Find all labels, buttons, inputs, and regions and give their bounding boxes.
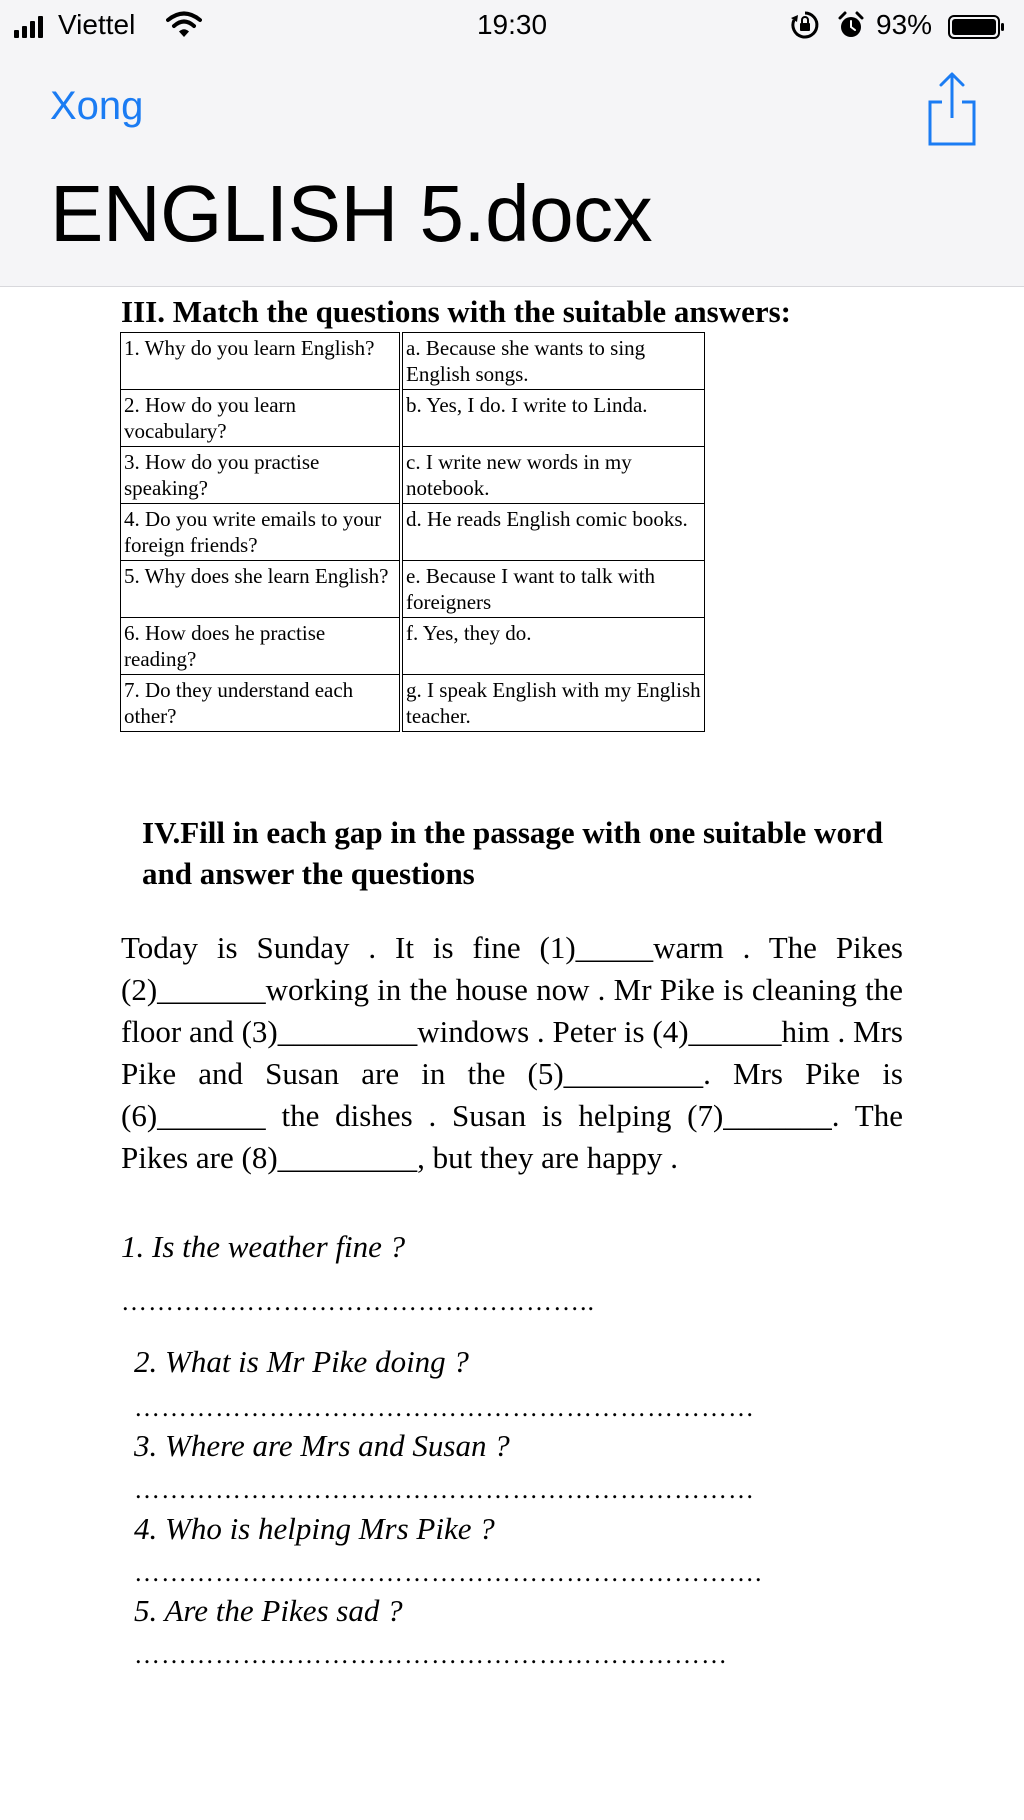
- done-button[interactable]: Xong: [50, 84, 144, 128]
- question-cell: 3. How do you practise speaking?: [121, 447, 402, 504]
- question-cell: 4. Do you write emails to your foreign friends?: [121, 504, 402, 561]
- answer-cell: e. Because I want to talk with foreigners: [401, 561, 704, 618]
- table-row: [121, 561, 705, 618]
- answer-cell: b. Yes, I do. I write to Linda.: [401, 390, 704, 447]
- passage-text: [121, 927, 903, 1179]
- question-1: 1. Is the weather fine ?: [121, 1229, 406, 1264]
- document-body[interactable]: [0, 287, 1024, 1820]
- question-cell: 6. How does he practise reading?: [121, 618, 402, 675]
- answer-cell: d. He reads English comic books.: [401, 504, 704, 561]
- question-2: 2. What is Mr Pike doing ?: [134, 1344, 469, 1379]
- battery-percent: 93%: [876, 9, 933, 40]
- answer-cell: a. Because she wants to sing English songs.: [401, 333, 704, 390]
- section-3-heading: III. Match the questions with the suitable answers:: [121, 294, 791, 329]
- question-cell: 2. How do you learn vocabulary?: [121, 390, 402, 447]
- orientation-lock-icon: [790, 10, 820, 44]
- answer-line-1: ……………………………………………..: [121, 1287, 595, 1316]
- table-row: [121, 675, 705, 732]
- question-cell: 1. Why do you learn English?: [121, 333, 402, 390]
- answer-cell: c. I write new words in my notebook.: [401, 447, 704, 504]
- carrier-name: Viettel: [58, 9, 136, 40]
- answer-line-4: …………………………………………………………….: [134, 1558, 763, 1587]
- document-header: [0, 50, 1024, 287]
- answer-line-3: ……………………………………………………………: [134, 1475, 755, 1504]
- question-cell: 5. Why does she learn English?: [121, 561, 402, 618]
- matching-table: [120, 332, 705, 732]
- table-row: [121, 618, 705, 675]
- question-3: 3. Where are Mrs and Susan ?: [134, 1428, 510, 1463]
- document-title: ENGLISH 5.docx: [50, 169, 653, 258]
- table-row: [121, 504, 705, 561]
- status-time: 19:30: [476, 9, 548, 40]
- answer-cell: g. I speak English with my English teacher.: [401, 675, 704, 732]
- passage-paragraph: Today is Sunday . It is fine (1)_____warm . The Pikes (2)_______working in the house now . Mr Pike is cleaning the floor and (3)_________windows . Peter is (4)______him . Mrs Pike and Susan are in the (5)_________. Mrs Pike is (6)_______ the dishes . Susan is helping (7)_______. The Pikes are (8)_________, but they are happy .: [121, 930, 903, 1175]
- table-row: [121, 447, 705, 504]
- alarm-icon: [836, 10, 866, 44]
- question-5: 5. Are the Pikes sad ?: [134, 1593, 403, 1628]
- question-cell: 7. Do they understand each other?: [121, 675, 402, 732]
- answer-line-5: …………………………………………………………: [134, 1640, 728, 1669]
- share-icon[interactable]: [924, 66, 980, 148]
- question-4: 4. Who is helping Mrs Pike ?: [134, 1511, 495, 1546]
- battery-icon: [948, 13, 1002, 47]
- status-bar: [0, 0, 1024, 50]
- answer-line-2: ……………………………………………………………: [134, 1393, 755, 1422]
- table-row: [121, 333, 705, 390]
- section-4-heading: IV.Fill in each gap in the passage with one suitable word and answer the questions: [142, 815, 883, 891]
- answer-cell: f. Yes, they do.: [401, 618, 704, 675]
- table-row: [121, 390, 705, 447]
